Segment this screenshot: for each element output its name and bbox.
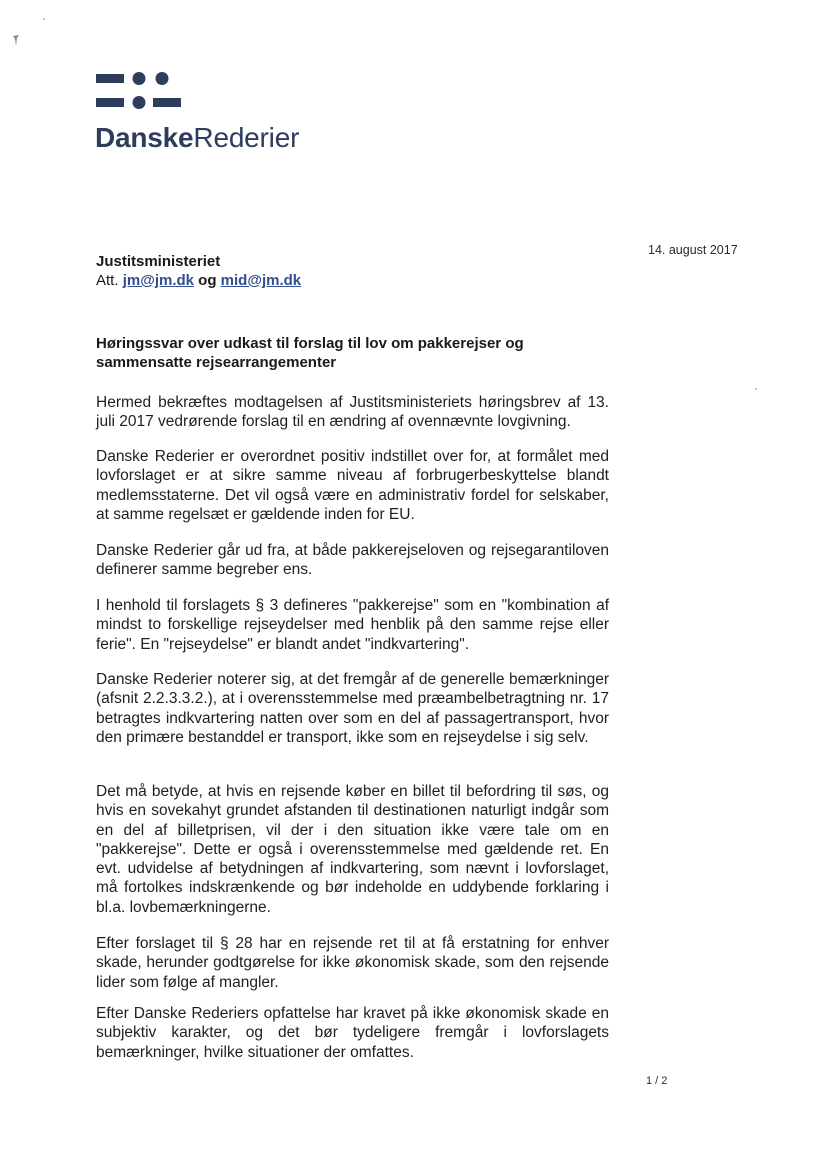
logo-name-bold: Danske	[95, 122, 194, 153]
recipient-organization: Justitsministeriet	[96, 253, 221, 270]
logo-wordmark	[95, 121, 299, 155]
paragraph: Danske Rederier er overordnet positiv indstillet over for, at formålet med lovforslaget er at sikre samme niveau af forbrugerbeskyttelse blandt medlemsstaterne. Det vil også være en administrativ fordel for selskaber, at samme regelsæt er gældende inden for EU.	[96, 448, 609, 523]
page-number: 1 / 2	[646, 1075, 668, 1087]
paragraph: Hermed bekræftes modtagelsen af Justitsministeriets høringsbrev af 13. juli 2017 vedrørende forslag til en ændring af ovennævnte lovgivning.	[96, 394, 609, 431]
letter-subject: Høringssvar over udkast til forslag til lov om pakkerejser og sammensatte rejsearrangementer	[96, 335, 524, 371]
att-prefix: Att.	[96, 272, 119, 289]
recipient-block	[96, 252, 301, 290]
email-link-mid[interactable]: mid@jm.dk	[220, 272, 302, 289]
logo-name-regular: Rederier	[193, 122, 300, 153]
scan-speck	[755, 388, 757, 390]
company-logo	[95, 70, 299, 155]
paragraph: Efter forslaget til § 28 har en rejsende ret til at få erstatning for enhver skade, herunder godtgørelse for ikke økonomisk skade, som den rejsende lider som følge af mangler.	[96, 935, 609, 991]
scan-artifact	[12, 34, 20, 48]
paragraph: Danske Rederier noterer sig, at det fremgår af de generelle bemærkninger (afsnit 2.2.3.3.2.), at i overensstemmelse med præambelbetragtning nr. 17 betragtes indkvartering natten over som en del af passagertransport, hvor den primære bestanddel er transport, ikke som en rejseydelse i sig selv.	[96, 671, 609, 746]
paragraph: Danske Rederier går ud fra, at både pakkerejseloven og rejsegarantiloven definerer samme begreber ens.	[96, 542, 609, 579]
letter-date: 14. august 2017	[648, 243, 738, 257]
logo-mark-icon	[95, 70, 191, 112]
paragraph: Det må betyde, at hvis en rejsende køber en billet til befordring til søs, og hvis en sovekahyt grundet afstanden til destinationen naturligt indgår som en del af billetprisen, vil der i den situation ikke være tale om en "pakkerejse". Dette er også i overensstemmelse med gældende ret. En evt. udvidelse af betydningen af indkvartering, som nævnt i lovforslaget, må fortolkes indskrænkende og bør indeholde en uddybende forklaring i bl.a. lovbemærkningerne.	[96, 783, 609, 916]
att-conjunction: og	[198, 272, 217, 289]
paragraph: Efter Danske Rederiers opfattelse har kravet på ikke økonomisk skade en subjektiv karakter, og det bør tydeligere fremgår i lovforslagets bemærkninger, hvilke situationer der omfattes.	[96, 1005, 609, 1061]
scan-speck	[43, 18, 45, 20]
paragraph: I henhold til forslagets § 3 defineres "pakkerejse" som en "kombination af mindst to forskellige rejseydelser med henblik på den samme rejse eller ferie". En "rejseydelse" er blandt andet "indkvartering".	[96, 597, 609, 653]
email-link-jm[interactable]: jm@jm.dk	[122, 272, 194, 289]
attention-line	[96, 272, 301, 289]
